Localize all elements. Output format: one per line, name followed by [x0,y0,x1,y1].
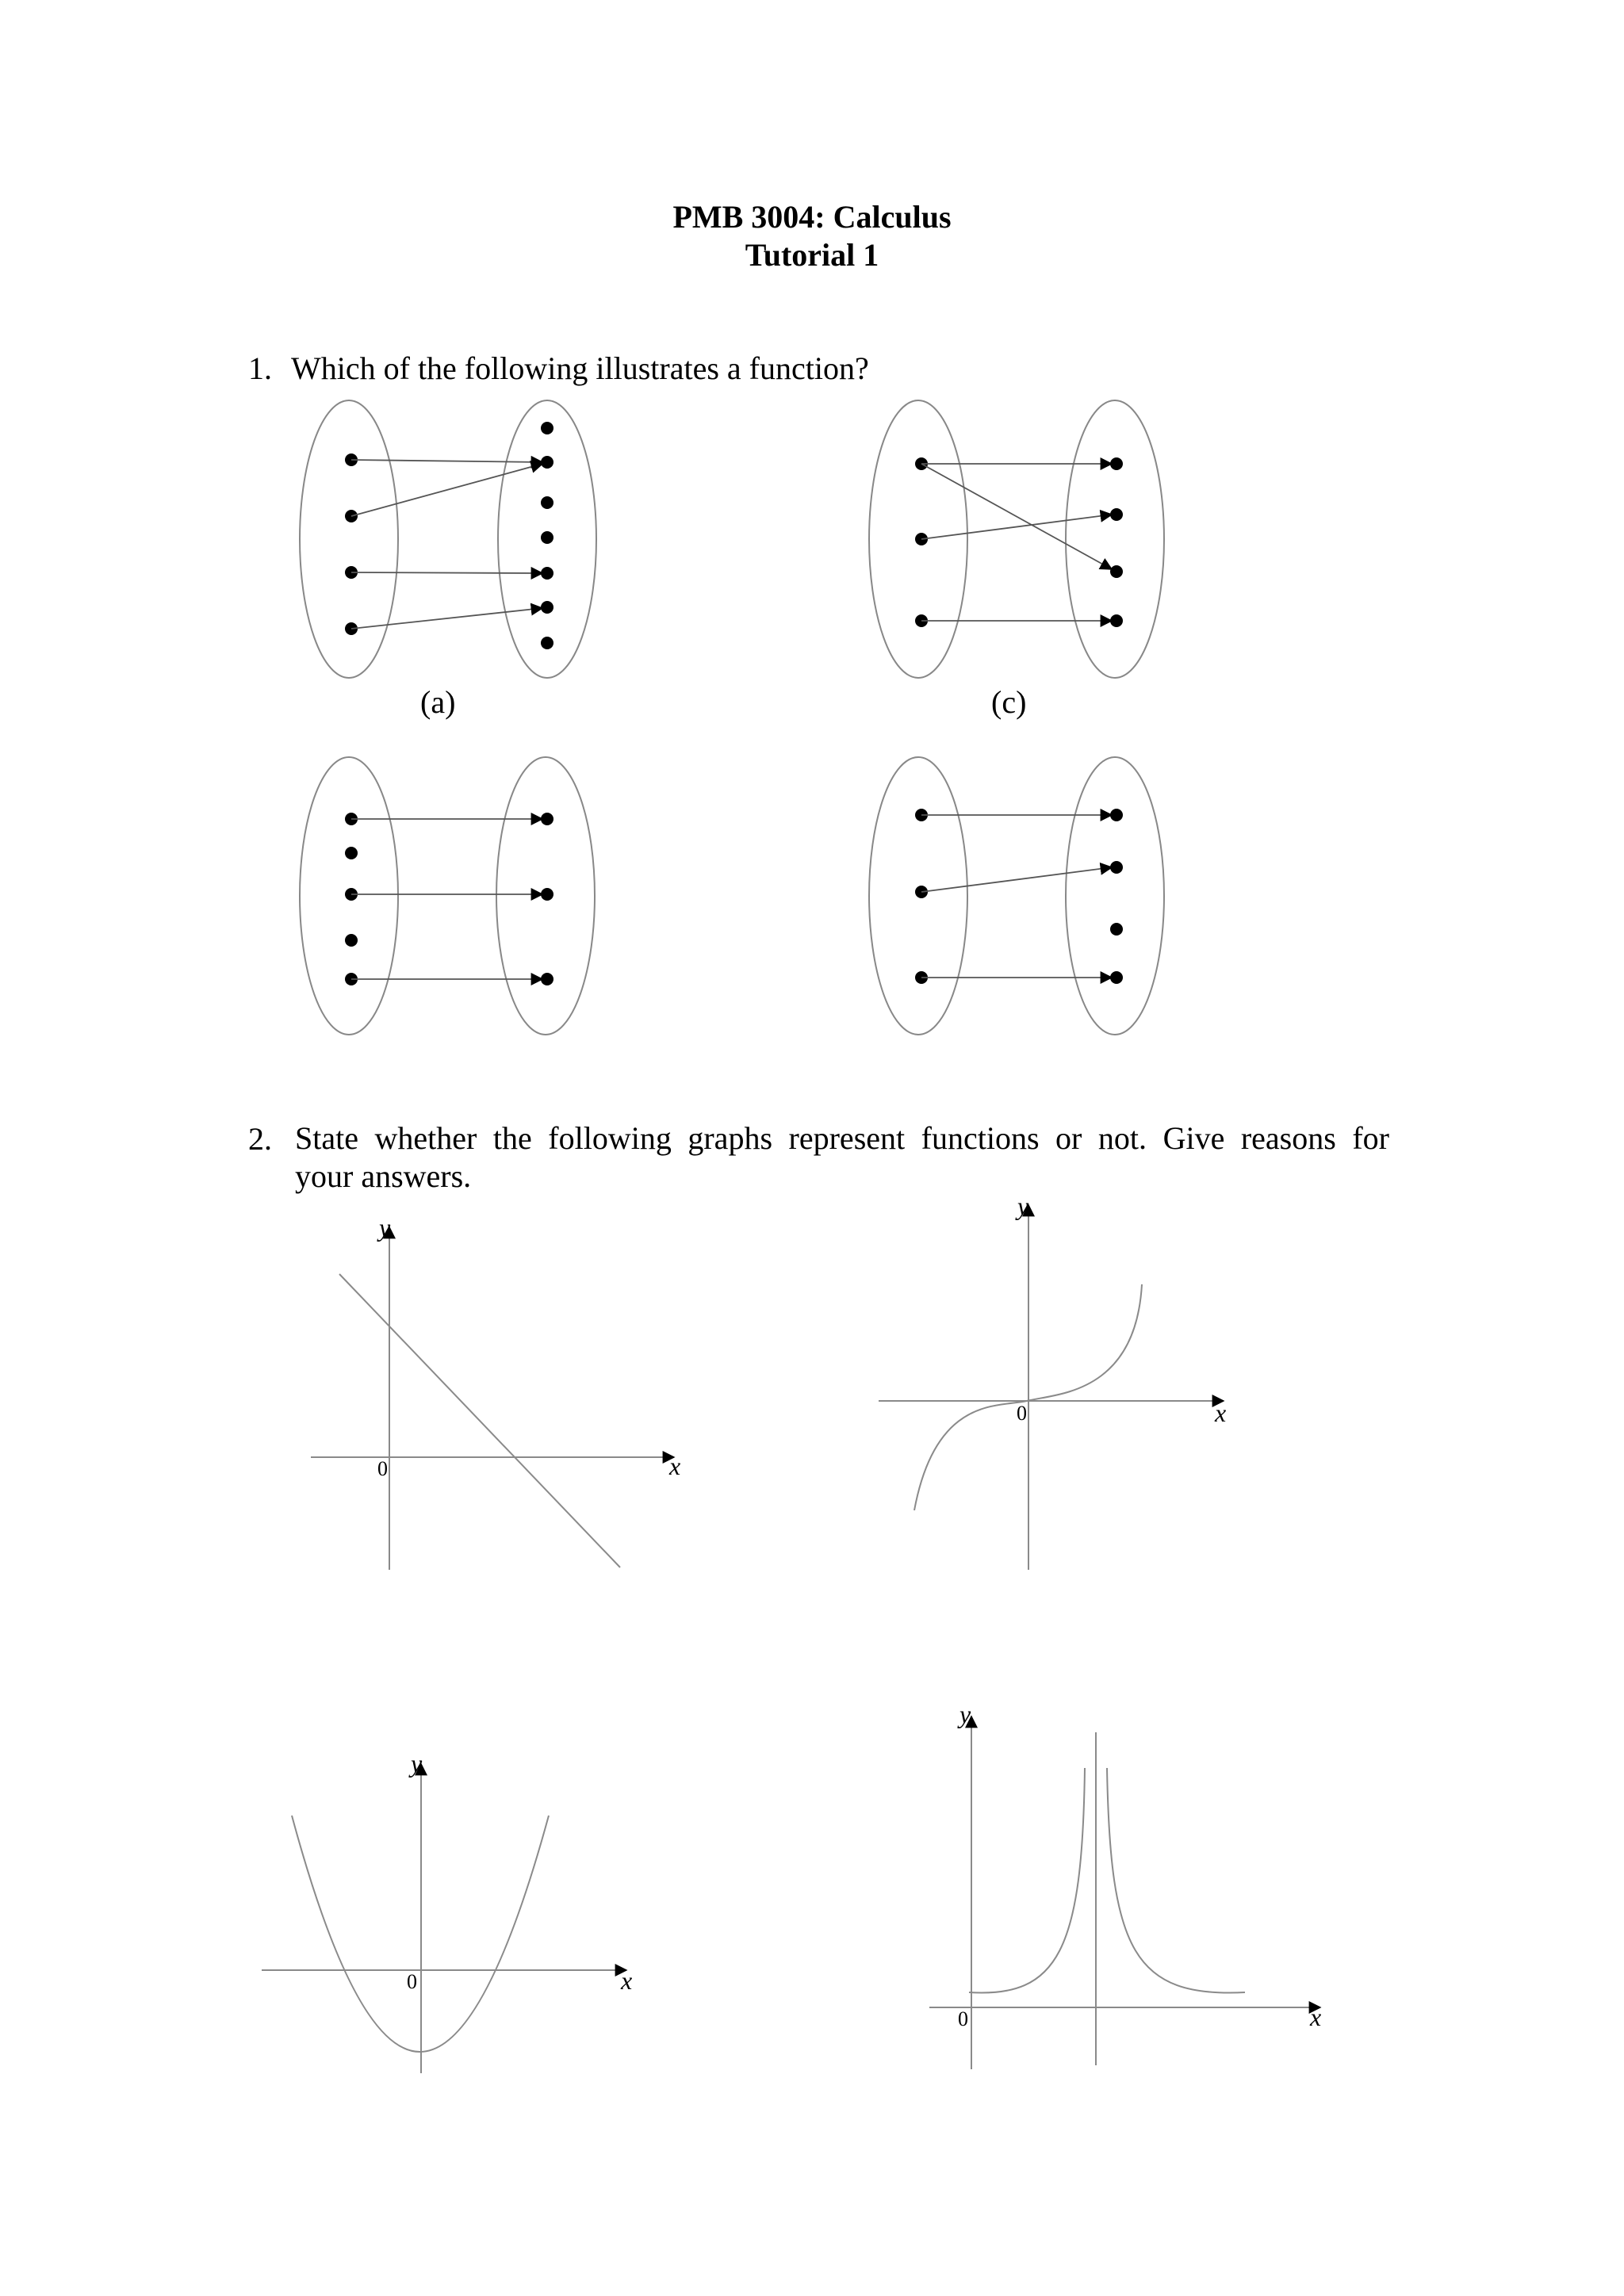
mapping-arrow [351,572,542,573]
mapping-diagram-a-arrows [351,460,542,629]
curve-line [339,1274,620,1567]
codomain-dot [1110,923,1123,936]
codomain-dot [541,601,553,614]
domain-dot [345,934,358,947]
mapping-diagram-d-dots [915,809,1123,984]
tutorial-title: Tutorial 1 [745,237,879,273]
graph-cubic [879,1205,1227,1570]
curve-left-branch [969,1768,1085,1993]
graph-4-y-label: y [959,1700,971,1728]
codomain-dot [1110,508,1123,521]
graph-1-x-label: x [669,1452,681,1480]
graph-4-origin-label: 0 [958,2007,968,2030]
mapping-diagram-d-arrows [921,815,1112,978]
codomain-dot [541,637,553,649]
codomain-dot [541,496,553,509]
codomain-dot [1110,614,1123,627]
mapping-diagram-c [869,400,1164,678]
question-2-text-line-1: State whether the following graphs represent functions or not. Give reasons for [295,1120,1389,1156]
codomain-dot [541,973,553,985]
mapping-diagram-c-dots [915,457,1123,627]
graph-3-y-label: y [411,1749,423,1777]
mapping-diagram-b-dots [345,813,553,985]
mapping-arrow [351,608,542,629]
graph-3-origin-label: 0 [407,1970,417,1993]
curve-right-branch [1107,1768,1245,1993]
graph-1-origin-label: 0 [377,1457,388,1480]
mapping-arrow [351,464,542,516]
question-1-text: Which of the following illustrates a function? [291,350,869,386]
mapping-arrow [351,460,542,462]
codomain-oval [1066,757,1164,1035]
graph-3-x-label: x [621,1966,633,1995]
mapping-diagram-b-arrows [351,819,542,979]
mapping-arrow [921,464,1112,569]
domain-oval [300,400,398,678]
graph-1-y-label: y [379,1213,391,1242]
diagram-label-c: (c) [991,684,1027,720]
course-title: PMB 3004: Calculus [672,199,952,235]
graph-straight-line [311,1227,674,1570]
codomain-dot [541,422,553,434]
codomain-dot [1110,457,1123,470]
graph-2-x-label: x [1215,1399,1227,1427]
graph-2-origin-label: 0 [1017,1402,1027,1425]
diagram-label-a: (a) [420,684,456,720]
question-2-number: 2. [248,1121,272,1157]
question-1-number: 1. [248,350,272,386]
codomain-dot [541,531,553,544]
codomain-dot [541,888,553,901]
graph-asymptote [929,1716,1320,2069]
codomain-dot [1110,565,1123,578]
mapping-arrow [921,515,1112,539]
codomain-dot [541,813,553,825]
graph-4-x-label: x [1310,2003,1322,2031]
codomain-dot [1110,809,1123,821]
domain-dot [345,847,358,859]
codomain-dot [1110,861,1123,874]
codomain-oval [1066,400,1164,678]
mapping-arrow [921,867,1112,892]
question-2-text-line-2: your answers. [295,1158,472,1194]
graph-parabola [262,1764,626,2073]
mapping-diagram-d [869,757,1164,1035]
codomain-dot [1110,971,1123,984]
codomain-dot [541,456,553,469]
codomain-dot [541,567,553,580]
mapping-diagram-a-dots [345,422,553,649]
graph-2-y-label: y [1017,1192,1029,1220]
mapping-diagram-c-arrows [921,464,1112,621]
